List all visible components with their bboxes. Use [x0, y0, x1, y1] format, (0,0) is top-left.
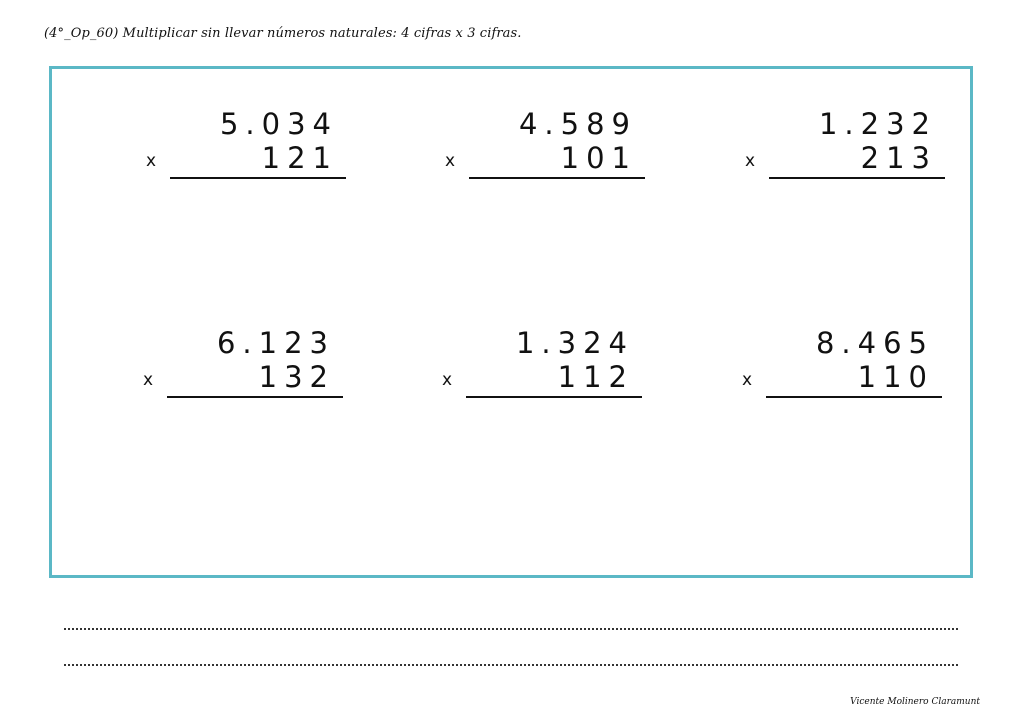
- result-rule: [769, 177, 945, 179]
- multiplier: 110: [857, 360, 934, 394]
- problem-5: [442, 326, 642, 406]
- multiplier: 132: [258, 360, 335, 394]
- worksheet-title: (4°_Op_60) Multiplicar sin llevar números naturales: 4 cifras x 3 cifras.: [44, 26, 522, 41]
- result-rule: [466, 396, 642, 398]
- multiplier: 213: [860, 141, 937, 175]
- multiplier: 101: [560, 141, 637, 175]
- times-sign: x: [742, 370, 753, 390]
- problem-1: [146, 107, 346, 187]
- answer-line: [64, 628, 958, 630]
- problem-2: [445, 107, 645, 187]
- times-sign: x: [442, 370, 453, 390]
- multiplier: 112: [557, 360, 634, 394]
- problem-6: [742, 326, 942, 406]
- exercise-frame: [49, 66, 973, 578]
- multiplicand: 8.465: [815, 326, 934, 360]
- multiplicand: 1.324: [515, 326, 634, 360]
- times-sign: x: [745, 151, 756, 171]
- multiplier: 121: [261, 141, 338, 175]
- problem-4: [143, 326, 343, 406]
- times-sign: x: [146, 151, 157, 171]
- result-rule: [167, 396, 343, 398]
- result-rule: [469, 177, 645, 179]
- result-rule: [766, 396, 942, 398]
- author-signature: Vicente Molinero Claramunt: [850, 697, 980, 707]
- times-sign: x: [143, 370, 154, 390]
- multiplicand: 6.123: [216, 326, 335, 360]
- times-sign: x: [445, 151, 456, 171]
- multiplicand: 4.589: [518, 107, 637, 141]
- multiplicand: 5.034: [219, 107, 338, 141]
- problem-3: [745, 107, 945, 187]
- multiplicand: 1.232: [818, 107, 937, 141]
- answer-line: [64, 664, 958, 666]
- result-rule: [170, 177, 346, 179]
